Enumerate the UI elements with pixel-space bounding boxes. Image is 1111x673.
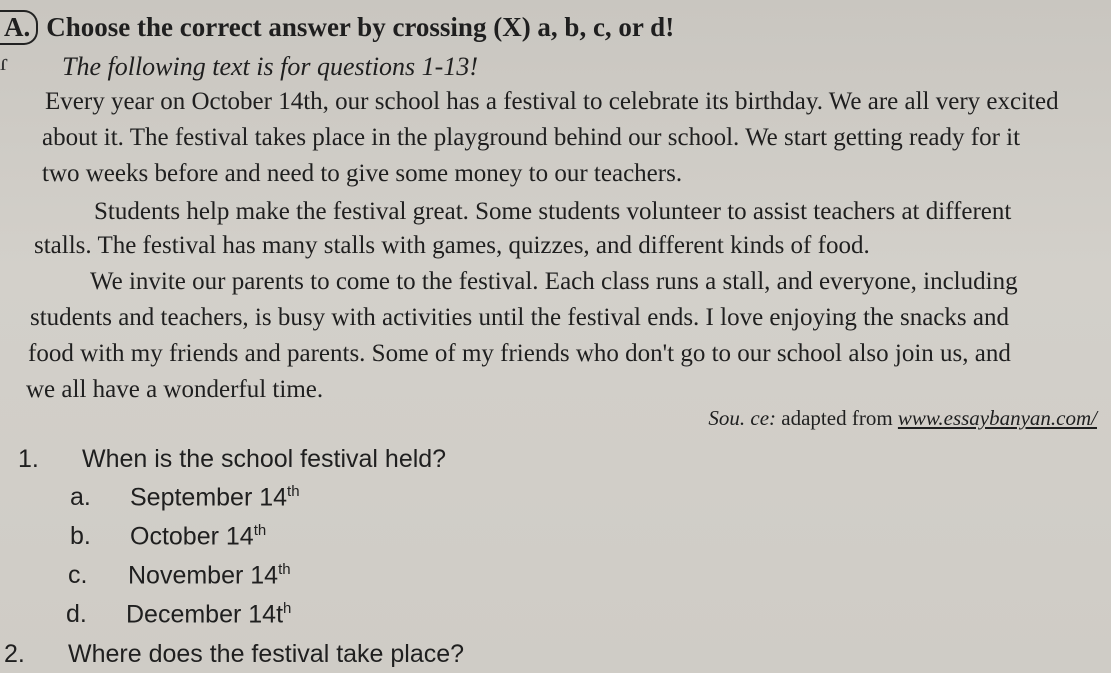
- passage-line: We invite our parents to come to the festival. Each class runs a stall, and everyone, including: [90, 268, 1018, 295]
- question-text: Where does the festival take place?: [68, 640, 465, 668]
- option-suffix: th: [278, 561, 291, 578]
- source-url: www.essaybanyan.com/: [897, 406, 1097, 430]
- option-letter: a.: [70, 483, 91, 512]
- option-text: December 14t: [126, 600, 284, 629]
- option-d[interactable]: [66, 600, 291, 629]
- handwritten-mark: ɾ: [0, 50, 8, 76]
- question-number: 1.: [18, 445, 39, 473]
- option-c[interactable]: [68, 561, 291, 590]
- source-citation: [708, 406, 1097, 431]
- passage-line: Every year on October 14th, our school has a festival to celebrate its birthday. We are all very excited: [45, 88, 1059, 115]
- passage-line: Students help make the festival great. Some students volunteer to assist teachers at different: [94, 198, 1012, 225]
- passage-line: about it. The festival takes place in the playground behind our school. We start getting ready for it: [42, 124, 1021, 151]
- passage-line: we all have a wonderful time.: [26, 376, 324, 403]
- option-letter: d.: [66, 600, 87, 629]
- option-letter: c.: [68, 561, 88, 590]
- section-letter: A.: [0, 10, 38, 45]
- option-text: October 14: [130, 522, 254, 551]
- question-number: 2.: [4, 640, 25, 668]
- question-text: When is the school festival held?: [82, 445, 447, 473]
- question-stem: [4, 640, 464, 669]
- option-text: September 14: [130, 483, 288, 512]
- option-suffix: h: [283, 600, 292, 617]
- passage-line: students and teachers, is busy with activities until the festival ends. I love enjoying the snacks and: [30, 304, 1009, 331]
- option-letter: b.: [70, 522, 91, 551]
- source-text: adapted from: [781, 406, 893, 430]
- source-label: Sou. ce:: [708, 406, 777, 430]
- option-text: November 14: [128, 561, 279, 590]
- option-b[interactable]: [70, 522, 266, 551]
- section-instruction: Choose the correct answer by crossing (X) a, b, c, or d!: [46, 12, 675, 42]
- option-a[interactable]: [70, 483, 300, 512]
- section-heading: [0, 10, 674, 45]
- passage-line: stalls. The festival has many stalls with games, quizzes, and different kinds of food.: [34, 232, 870, 259]
- intro-text: The following text is for questions 1-13!: [62, 52, 478, 81]
- passage-line: two weeks before and need to give some money to our teachers.: [42, 160, 683, 187]
- question-stem: [18, 445, 446, 474]
- passage-line: food with my friends and parents. Some of my friends who don't go to our school also join us, and: [28, 340, 1011, 367]
- option-suffix: th: [287, 483, 300, 500]
- option-suffix: th: [253, 522, 267, 539]
